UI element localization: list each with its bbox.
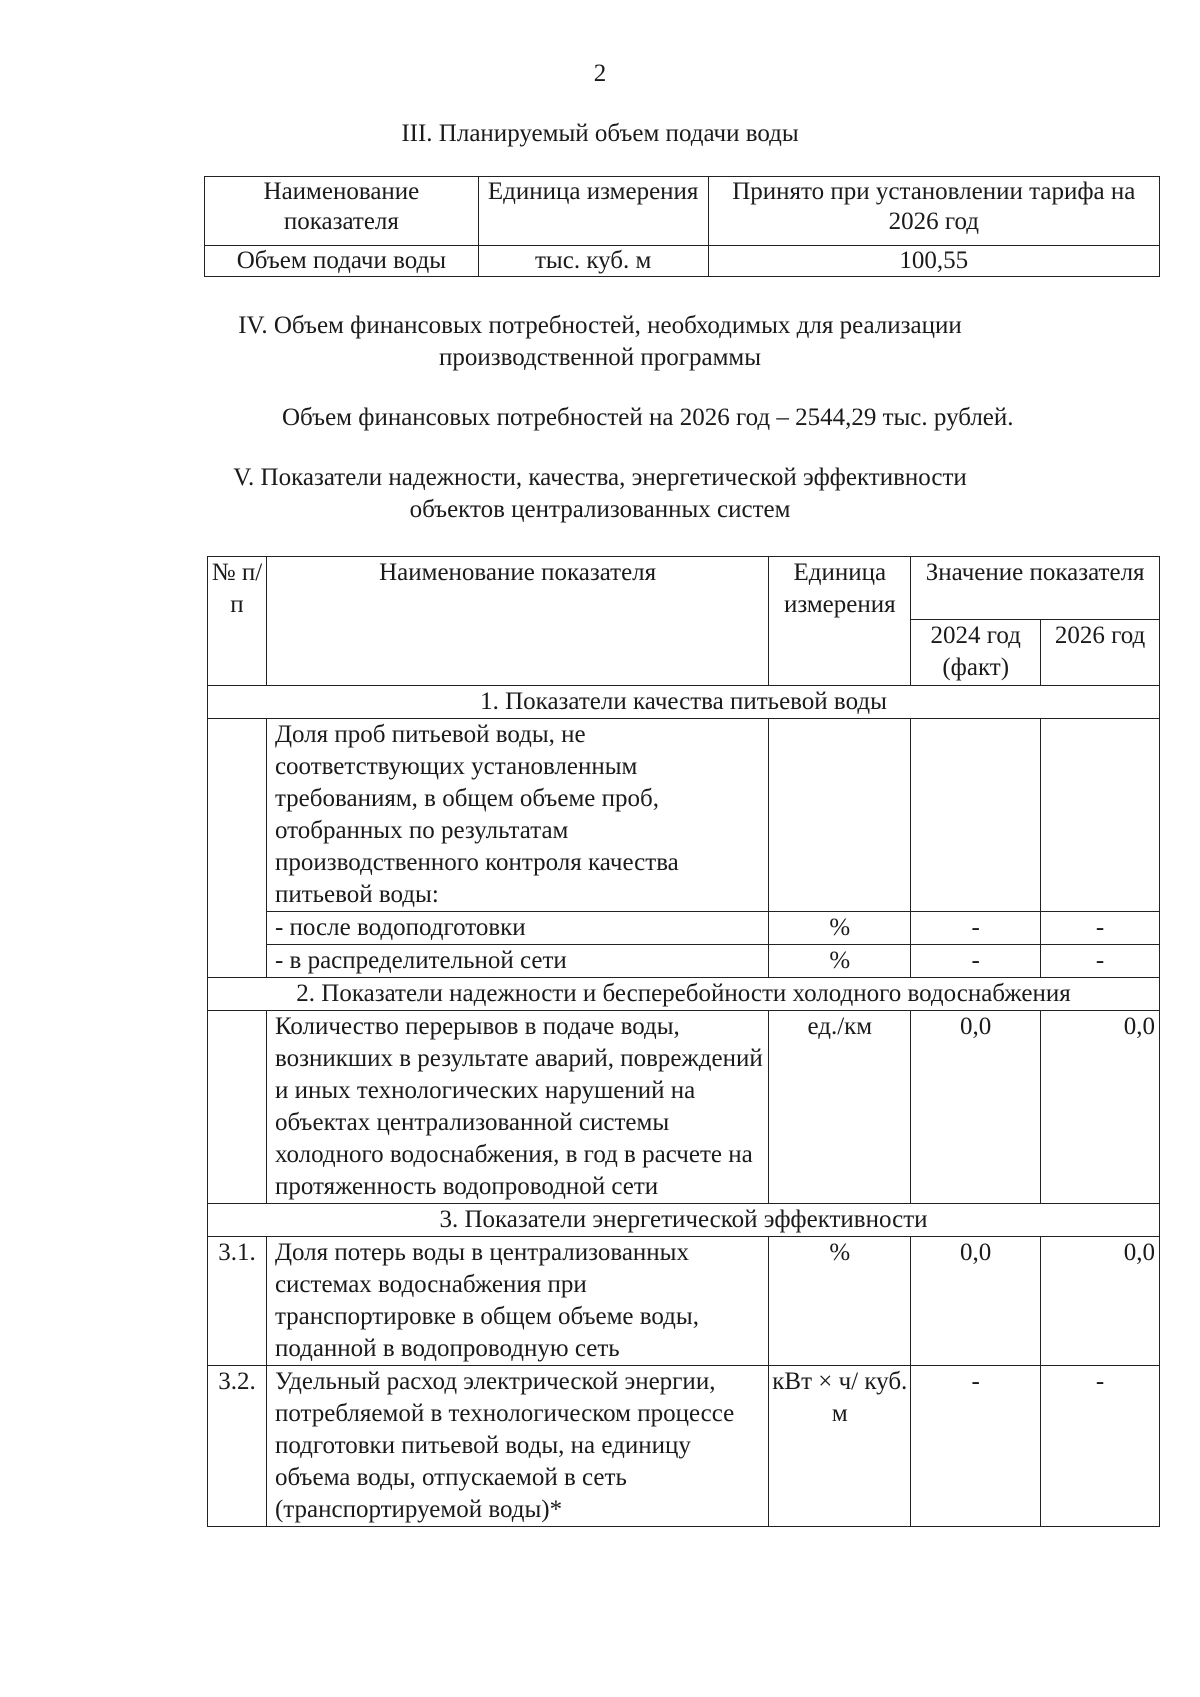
row-unit: ед./км bbox=[769, 1011, 911, 1204]
table-header-row bbox=[208, 557, 1160, 620]
row-value-2024: 0,0 bbox=[911, 1237, 1041, 1366]
row-value-2024: 0,0 bbox=[911, 1011, 1041, 1204]
row-unit: % bbox=[769, 1237, 911, 1366]
header-unit: Единица измерения bbox=[769, 557, 911, 686]
row-unit bbox=[769, 719, 911, 912]
header-name: Наименование показателя bbox=[205, 177, 479, 246]
row-num bbox=[208, 719, 267, 978]
group-1-row bbox=[208, 686, 1160, 719]
table-header-row bbox=[205, 177, 1160, 246]
group-3-title: 3. Показатели энергетической эффективности bbox=[208, 1204, 1160, 1237]
row-value-2026: - bbox=[1041, 912, 1160, 945]
header-year-2024: 2024 год (факт) bbox=[911, 620, 1041, 686]
section-5-title-line1: V. Показатели надежности, качества, энергетической эффективности bbox=[233, 464, 967, 491]
row-unit: % bbox=[769, 945, 911, 978]
row-unit: кВт × ч/ куб. м bbox=[769, 1366, 911, 1527]
table-row bbox=[208, 719, 1160, 912]
page-number: 2 bbox=[593, 60, 607, 87]
section-4-title-line1: IV. Объем финансовых потребностей, необходимых для реализации bbox=[238, 312, 962, 339]
row-value-2026 bbox=[1041, 719, 1160, 912]
row-value-2024: - bbox=[911, 945, 1041, 978]
table-row bbox=[208, 1237, 1160, 1366]
row-value: 100,55 bbox=[708, 246, 1159, 277]
water-volume-table bbox=[204, 176, 1160, 277]
financial-needs-text: Объем финансовых потребностей на 2026 год – 2544,29 тыс. рублей. bbox=[282, 404, 1014, 431]
section-4-title bbox=[0, 310, 1200, 374]
row-unit: тыс. куб. м bbox=[478, 246, 708, 277]
section-5-title-line2: объектов централизованных систем bbox=[409, 496, 791, 523]
row-value-2026: 0,0 bbox=[1041, 1011, 1160, 1204]
row-name: Количество перерывов в подаче воды, возникших в результате аварий, повреждений и иных технологических нарушений на объектах централизованной системы холодного водоснабжения, в год в расчете на протяженность водопроводной сети bbox=[266, 1011, 768, 1204]
table-row bbox=[208, 945, 1160, 978]
header-unit: Единица измерения bbox=[478, 177, 708, 246]
group-3-row bbox=[208, 1204, 1160, 1237]
group-1-title: 1. Показатели качества питьевой воды bbox=[208, 686, 1160, 719]
row-unit: % bbox=[769, 912, 911, 945]
header-num: № п/п bbox=[208, 557, 267, 686]
row-value-2026: - bbox=[1041, 1366, 1160, 1527]
row-value-2026: 0,0 bbox=[1041, 1237, 1160, 1366]
header-value: Принято при установлении тарифа на 2026 год bbox=[708, 177, 1159, 246]
row-name: - после водоподготовки bbox=[266, 912, 768, 945]
row-value-2024 bbox=[911, 719, 1041, 912]
header-value: Значение показателя bbox=[911, 557, 1160, 620]
table-row bbox=[208, 912, 1160, 945]
table-row bbox=[208, 1366, 1160, 1527]
row-name: Доля проб питьевой воды, не соответствующих установленным требованиям, в общем объеме проб, отобранных по результатам производственного контроля качества питьевой воды: bbox=[266, 719, 768, 912]
row-name: Объем подачи воды bbox=[205, 246, 479, 277]
section-4-title-line2: производственной программы bbox=[438, 344, 762, 371]
section-5-title bbox=[0, 462, 1200, 526]
row-num: 3.2. bbox=[208, 1366, 267, 1527]
row-name: Доля потерь воды в централизованных системах водоснабжения при транспортировке в общем объеме воды, поданной в водопроводную сеть bbox=[266, 1237, 768, 1366]
row-name: - в распределительной сети bbox=[266, 945, 768, 978]
table-row bbox=[208, 1011, 1160, 1204]
header-name: Наименование показателя bbox=[266, 557, 768, 686]
table-row bbox=[205, 246, 1160, 277]
row-value-2024: - bbox=[911, 912, 1041, 945]
header-year-2026: 2026 год bbox=[1041, 620, 1160, 686]
group-2-row bbox=[208, 978, 1160, 1011]
row-name: Удельный расход электрической энергии, потребляемой в технологическом процессе подготовки питьевой воды, на единицу объема воды, отпускаемой в сеть (транспортируемой воды)* bbox=[266, 1366, 768, 1527]
row-value-2026: - bbox=[1041, 945, 1160, 978]
indicators-table bbox=[207, 556, 1160, 1527]
row-num bbox=[208, 1011, 267, 1204]
row-value-2024: - bbox=[911, 1366, 1041, 1527]
section-3-title: III. Планируемый объем подачи воды bbox=[401, 120, 799, 147]
group-2-title: 2. Показатели надежности и бесперебойности холодного водоснабжения bbox=[208, 978, 1160, 1011]
row-num: 3.1. bbox=[208, 1237, 267, 1366]
